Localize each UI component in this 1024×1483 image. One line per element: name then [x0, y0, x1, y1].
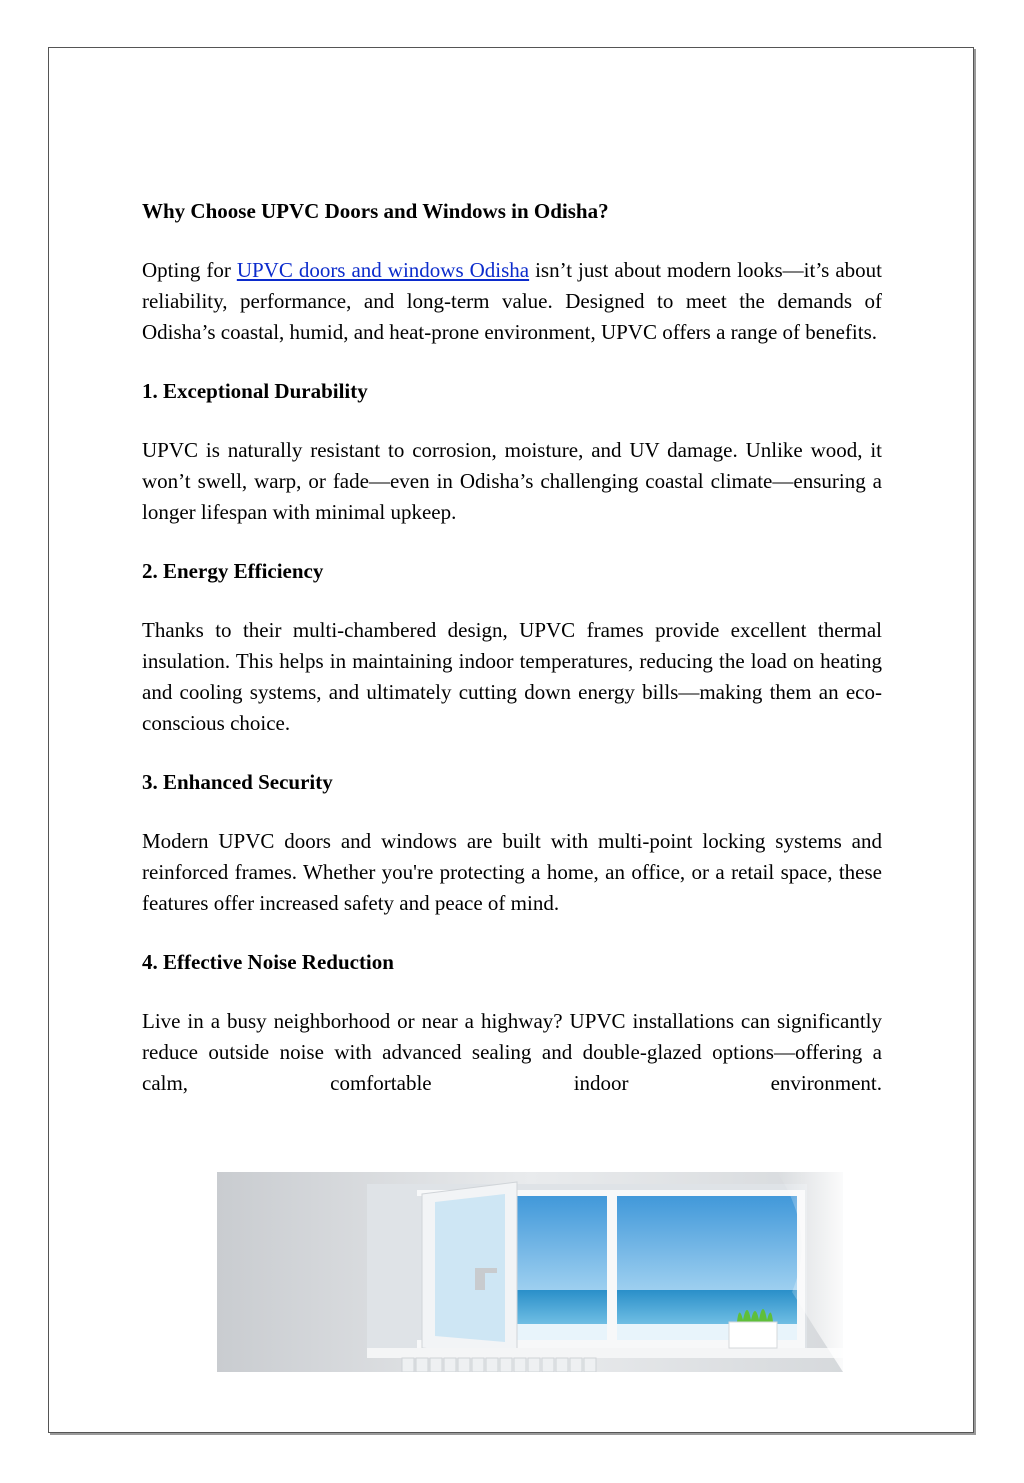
- section-heading-durability: 1. Exceptional Durability: [142, 379, 368, 403]
- upvc-odisha-link[interactable]: UPVC doors and windows Odisha: [236, 258, 530, 282]
- section-heading-energy: 2. Energy Efficiency: [142, 559, 324, 583]
- section-body-durability: UPVC is naturally resistant to corrosion, moisture, and UV damage. Unlike wood, it won’t swell, warp, or fade—even in Odisha’s challenging coastal climate—ensuring a longer lifespan with minimal upkeep.: [142, 438, 882, 524]
- section-body-energy: Thanks to their multi-chambered design, UPVC frames provide excellent thermal insulation. This helps in maintaining indoor temperatures, reducing the load on heating and cooling systems, and ultimately cutting down energy bills—making them an eco-conscious choice.: [142, 618, 882, 735]
- section-heading-noise: 4. Effective Noise Reduction: [142, 950, 394, 974]
- upvc-window-photo: [217, 1172, 843, 1372]
- section-body-security: Modern UPVC doors and windows are built with multi-point locking systems and reinforced frames. Whether you're protecting a home, an office, or a retail space, these features offer increased safety and peace of mind.: [142, 829, 882, 915]
- intro-text-after-link: isn’t just about modern looks—it’s about reliability, performance, and long-term value. Designed to meet the demands of Odisha’s coastal, humid, and heat-prone environment, UPVC offers a range of benefits.: [142, 258, 882, 344]
- article: [142, 196, 882, 1099]
- intro-paragraph: [142, 255, 882, 348]
- window-photo-icon: [217, 1172, 843, 1372]
- section-body-noise: Live in a busy neighborhood or near a highway? UPVC installations can significantly reduce outside noise with advanced sealing and double-glazed options—offering a calm, comfortable indoor environment.: [142, 1009, 882, 1095]
- section-heading-security: 3. Enhanced Security: [142, 770, 333, 794]
- article-title: Why Choose UPVC Doors and Windows in Odisha?: [142, 199, 609, 223]
- intro-text-before-link: Opting for: [142, 258, 237, 282]
